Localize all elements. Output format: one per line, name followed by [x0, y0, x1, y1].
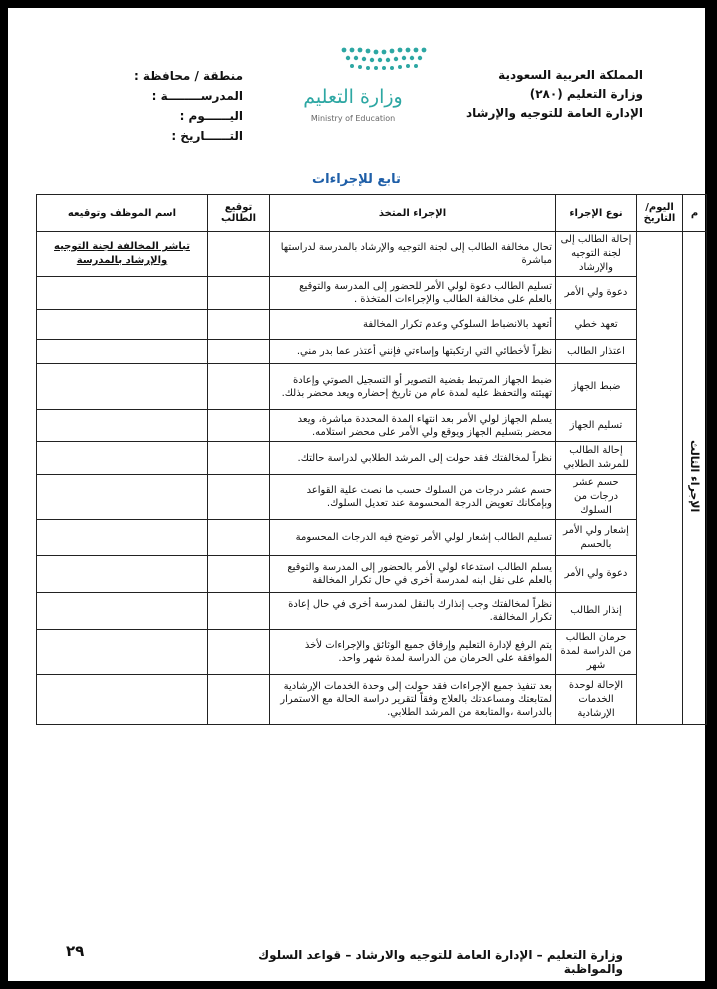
school-info-fields [123, 66, 243, 146]
staff-signature-cell [37, 410, 208, 442]
action-type-cell: دعوة ولي الأمر [556, 277, 637, 310]
action-type-cell: حرمان الطالب من الدراسة لمدة شهر [556, 630, 637, 675]
student-signature-cell [208, 340, 270, 364]
student-signature-cell [208, 232, 270, 277]
header-line-department: الإدارة العامة للتوجيه والإرشاد [466, 106, 643, 120]
date-field-label: التــــــاريخ : [171, 129, 243, 143]
staff-signature-cell [37, 310, 208, 340]
action-type-cell: تعهد خطي [556, 310, 637, 340]
action-type-cell: تسليم الجهاز [556, 410, 637, 442]
table-row [37, 675, 707, 725]
ministry-logo [293, 42, 423, 137]
student-signature-cell [208, 675, 270, 725]
col-day-date: اليوم/ التاريخ [637, 195, 683, 232]
action-type-cell: إحالة الطالب إلى لجنة التوجيه والإرشاد [556, 232, 637, 277]
date-cell [637, 232, 683, 725]
table-row [37, 593, 707, 630]
table-row [37, 277, 707, 310]
action-taken-cell: ضبط الجهاز المرتبط بقضية التصوير أو التسجيل الصوتي وإعادة تهيئته والتحفظ عليه لمدة عام من تاريخ إحضاره ويعد محضر بذلك. [270, 364, 556, 410]
table-row [37, 364, 707, 410]
procedures-table [36, 194, 707, 725]
table-row [37, 410, 707, 442]
school-field-label: المدرســــــــة : [151, 89, 243, 103]
page-title: تابع للإجراءات [312, 172, 401, 187]
staff-signature-cell [37, 630, 208, 675]
action-taken-cell: نظراً لأخطائي التي ارتكبتها وإساءتي فإنني أعتذر عما بدر مني. [270, 340, 556, 364]
action-type-cell: الإحالة لوحدة الخدمات الإرشادية [556, 675, 637, 725]
student-signature-cell [208, 475, 270, 520]
action-type-cell: ضبط الجهاز [556, 364, 637, 410]
action-taken-cell: تحال مخالفة الطالب إلى لجنة التوجيه والإرشاد بالمدرسة لدراستها مباشرة [270, 232, 556, 277]
student-signature-cell [208, 364, 270, 410]
table-row [37, 310, 707, 340]
table-row [37, 340, 707, 364]
student-signature-cell [208, 442, 270, 475]
col-action-type: نوع الإجراء [556, 195, 637, 232]
region-field-label: منطقة / محافظة : [133, 69, 243, 83]
student-signature-cell [208, 630, 270, 675]
staff-signature-cell [37, 520, 208, 556]
action-type-cell: اعتذار الطالب [556, 340, 637, 364]
table-header-row [37, 195, 707, 232]
student-signature-cell [208, 410, 270, 442]
logo-arabic-text: وزارة التعليم [303, 86, 403, 108]
table-row [37, 520, 707, 556]
page-number: ٢٩ [66, 942, 85, 960]
student-signature-cell [208, 593, 270, 630]
table-row [37, 630, 707, 675]
action-type-cell: دعوة ولي الأمر [556, 556, 637, 593]
document-page [8, 8, 705, 981]
staff-signature-cell [37, 442, 208, 475]
day-field-label: اليــــــوم : [179, 109, 243, 123]
header-line-ministry: وزارة التعليم (٢٨٠) [529, 87, 643, 101]
staff-signature-cell [37, 475, 208, 520]
logo-dots-icon [340, 46, 430, 76]
action-type-cell: إنذار الطالب [556, 593, 637, 630]
action-taken-cell: نظراً لمخالفتك وجب إنذارك بالنقل لمدرسة أخرى في حال إعادة تكرار المخالفة. [270, 593, 556, 630]
staff-note-cell: تباشر المخالفة لجنة التوجيه والإرشاد بالمدرسة [37, 232, 208, 277]
table-row [37, 475, 707, 520]
action-type-cell: إشعار ولي الأمر بالحسم [556, 520, 637, 556]
action-taken-cell: يسلم الطالب استدعاء لولي الأمر بالحضور إلى المدرسة والتوقيع بالعلم على نقل ابنه لمدرسة أخرى في حال تكرار المخالفة [270, 556, 556, 593]
staff-signature-cell [37, 340, 208, 364]
student-signature-cell [208, 520, 270, 556]
staff-signature-cell [37, 593, 208, 630]
action-taken-cell: بعد تنفيذ جميع الإجراءات فقد حولت إلى وحدة الخدمات الإرشادية لمتابعتك ومساعدتك بالعلاج وفقاً لتقرير دراسة الحالة مع الاستمرار بالدراسة ،والمتابعة من المرشد الطلابي. [270, 675, 556, 725]
page-footer: وزارة التعليم – الإدارة العامة للتوجيه والارشاد – قواعد السلوك والمواظبة [258, 948, 623, 976]
action-type-cell: إحالة الطالب للمرشد الطلابي [556, 442, 637, 475]
table-row [37, 442, 707, 475]
action-taken-cell: تسليم الطالب دعوة لولي الأمر للحضور إلى المدرسة والتوقيع بالعلم على مخالفة الطالب والإجراءات المتخذة . [270, 277, 556, 310]
action-type-cell: حسم عشر درجات من السلوك [556, 475, 637, 520]
col-student-signature: توقيع الطالب [208, 195, 270, 232]
ministry-header [413, 66, 643, 123]
stage-cell [683, 232, 707, 725]
header-line-country: المملكة العربية السعودية [498, 68, 643, 82]
action-taken-cell: حسم عشر درجات من السلوك حسب ما نصت علية القواعد وبإمكانك تعويض الدرجة المحسومة عند تعديل السلوك. [270, 475, 556, 520]
staff-signature-cell [37, 364, 208, 410]
action-taken-cell: تسليم الطالب إشعار لولي الأمر توضح فيه الدرجات المحسومة [270, 520, 556, 556]
table-row [37, 232, 707, 277]
table-row [37, 556, 707, 593]
action-taken-cell: يتم الرفع لإدارة التعليم وإرفاق جميع الوثائق والإجراءات لأخذ الموافقة على الحرمان من الدراسة لمدة شهر واحد. [270, 630, 556, 675]
staff-signature-cell [37, 675, 208, 725]
stage-label: الإجراء الثالث [688, 440, 701, 513]
col-action-taken: الإجراء المتخذ [270, 195, 556, 232]
logo-english-text: Ministry of Education [310, 114, 396, 123]
col-number: م [683, 195, 707, 232]
action-taken-cell: نظراً لمخالفتك فقد حولت إلى المرشد الطلابي لدراسة حالتك. [270, 442, 556, 475]
col-staff-name-signature: اسم الموظف وتوقيعه [37, 195, 208, 232]
student-signature-cell [208, 277, 270, 310]
student-signature-cell [208, 556, 270, 593]
action-taken-cell: أتعهد بالانضباط السلوكي وعدم تكرار المخالفة [270, 310, 556, 340]
student-signature-cell [208, 310, 270, 340]
staff-signature-cell [37, 277, 208, 310]
staff-signature-cell [37, 556, 208, 593]
action-taken-cell: يسلم الجهاز لولي الأمر بعد انتهاء المدة المحددة مباشرة، ويعد محضر بتسليم الجهاز ويوقع ولي الأمر على محضر استلامه. [270, 410, 556, 442]
